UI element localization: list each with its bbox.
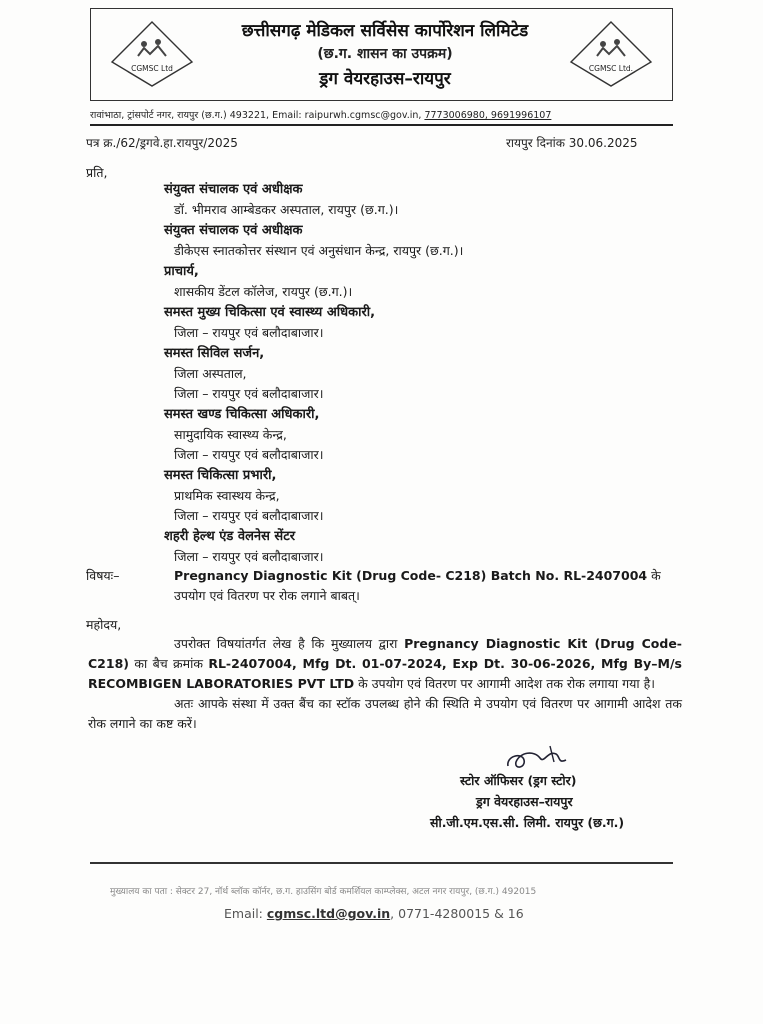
- body-paragraph-1: [88, 634, 682, 694]
- signatory-office: ड्रग वेयरहाउस–रायपुर: [476, 794, 573, 809]
- p1-product: Pregnancy Diagnostic Kit (Drug Code- C218): [88, 636, 682, 671]
- addressee: [164, 262, 644, 302]
- addressee-title: संयुक्त संचालक एवं अधीक्षक: [164, 223, 303, 238]
- addressee-line: जिला अस्पताल,: [174, 366, 247, 381]
- signatory-designation: स्टोर ऑफिसर (ड्रग स्टोर): [460, 773, 577, 788]
- p1-text-c: का बैच क्रमांक: [128, 656, 209, 671]
- addressee-title: प्राचार्य,: [164, 264, 199, 279]
- addressee-line: डॉ. भीमराव आम्बेडकर अस्पताल, रायपुर (छ.ग.)।: [174, 202, 399, 217]
- addressee-line: जिला – रायपुर एवं बलौदाबाजार।: [174, 549, 324, 564]
- addressee-line: डीकेएस स्नातकोत्तर संस्थान एवं अनुसंधान केन्द्र, रायपुर (छ.ग.)।: [174, 243, 464, 258]
- govt-tag: (छ.ग. शासन का उपक्रम): [317, 46, 453, 62]
- addressee-line: जिला – रायपुर एवं बलौदाबाजार।: [174, 386, 324, 401]
- cgmsc-logo-left: [108, 18, 196, 90]
- p1-text-e: के उपयोग एवं वितरण पर आगामी आदेश तक रोक लगाया गया है।: [354, 676, 655, 691]
- p1-batch-details: RL-2407004, Mfg Dt. 01-07-2024, Exp Dt. 30-06-2026, Mfg By–M/s RECOMBIGEN LABORATORIES PVT LTD: [88, 656, 682, 691]
- office-phones: 7773006980, 9691996107: [424, 110, 552, 121]
- subject-product: Pregnancy Diagnostic Kit (Drug Code- C218) Batch No. RL-2407004: [174, 568, 648, 583]
- addressee: [164, 527, 644, 567]
- header-divider: [90, 124, 673, 126]
- addressee-line: जिला – रायपुर एवं बलौदाबाजार।: [174, 325, 324, 340]
- prati-label: प्रति,: [86, 165, 108, 180]
- footer-hq-address: मुख्यालय का पता : सेक्टर 27, नॉर्थ ब्लॉक कॉर्नर, छ.ग. हाउसिंग बोर्ड कमर्शियल काम्प्लेक्स, अटल नगर रायपुर, (छ.ग.) 492015: [110, 887, 537, 897]
- salutation: महोदय,: [86, 617, 122, 632]
- subject-label: विषयः–: [86, 568, 120, 583]
- footer-email[interactable]: cgmsc.ltd@gov.in: [266, 906, 391, 921]
- office-address: रावांभाठा, ट्रांसपोर्ट नगर, रायपुर (छ.ग.) 493221, Email: raipurwh.cgmsc@gov.in, 7773006980, 9691996107: [90, 110, 552, 121]
- addressee-line: प्राथमिक स्वास्थय केन्द्र,: [174, 488, 280, 503]
- letter-body: [88, 634, 682, 734]
- addressee: [164, 303, 644, 343]
- reference-number: पत्र क्र./62/ड्रगवे.हा.रायपुर/2025: [86, 136, 238, 150]
- body-paragraph-2: अतः आपके संस्था में उक्त बैंच का स्टॉक उपलब्ध होने की स्थिति मे उपयोग एवं वितरण पर आगामी आदेश तक रोक लगाने का कष्ट करें।: [88, 696, 682, 731]
- p1-text-a: उपरोक्त विषयांतर्गत लेख है कि मुख्यालय द्वारा: [174, 636, 405, 651]
- addressee-line: सामुदायिक स्वास्थ्य केन्द्र,: [174, 427, 287, 442]
- logo-left-text: CGMSC Ltd: [131, 64, 173, 73]
- footer-contact: [224, 906, 524, 921]
- addressee-title: समस्त खण्ड चिकित्सा अधिकारी,: [164, 407, 320, 422]
- addressee-line: शासकीय डेंटल कॉलेज, रायपुर (छ.ग.)।: [174, 284, 353, 299]
- logo-right-text: CGMSC Ltd.: [588, 64, 634, 73]
- footer-email-label: Email:: [224, 906, 267, 921]
- signatory-org: सी.जी.एम.एस.सी. लिमी. रायपुर (छ.ग.): [430, 815, 625, 830]
- office-email[interactable]: raipurwh.cgmsc@gov.in: [304, 110, 419, 121]
- addressee-title: शहरी हेल्थ एंड वेलनेस सेंटर: [164, 529, 296, 544]
- address-text: रावांभाठा, ट्रांसपोर्ट नगर, रायपुर (छ.ग.) 493221, Email:: [90, 110, 302, 121]
- addressee-line: जिला – रायपुर एवं बलौदाबाजार।: [174, 447, 324, 462]
- addressee-title: समस्त सिविल सर्जन,: [164, 346, 265, 361]
- cgmsc-logo-right: [567, 18, 655, 90]
- addressee-title: समस्त चिकित्सा प्रभारी,: [164, 468, 277, 483]
- footer-phone: , 0771-4280015 & 16: [390, 906, 524, 921]
- addressee-title: समस्त मुख्य चिकित्सा एवं स्वास्थ्य अधिकारी,: [164, 305, 376, 320]
- letter-date: रायपुर दिनांक 30.06.2025: [506, 136, 638, 150]
- addressee: [164, 466, 644, 526]
- addressee-line: जिला – रायपुर एवं बलौदाबाजार।: [174, 508, 324, 523]
- addressee: [164, 180, 644, 220]
- subject-rest: के उपयोग एवं वितरण पर रोक लगाने बाबत्।: [174, 568, 661, 603]
- addressee: [164, 405, 644, 465]
- addressee: [164, 344, 644, 404]
- footer-divider: [90, 862, 673, 864]
- office-name: ड्रग वेयरहाउस–रायपुर: [319, 69, 451, 89]
- subject-text: [174, 566, 684, 606]
- org-name: छत्तीसगढ़ मेडिकल सर्विसेस कार्पोरेशन लिमिटेड: [241, 21, 529, 41]
- addressee: [164, 221, 644, 261]
- addressee-list: [164, 180, 644, 568]
- addressee-title: संयुक्त संचालक एवं अधीक्षक: [164, 182, 303, 197]
